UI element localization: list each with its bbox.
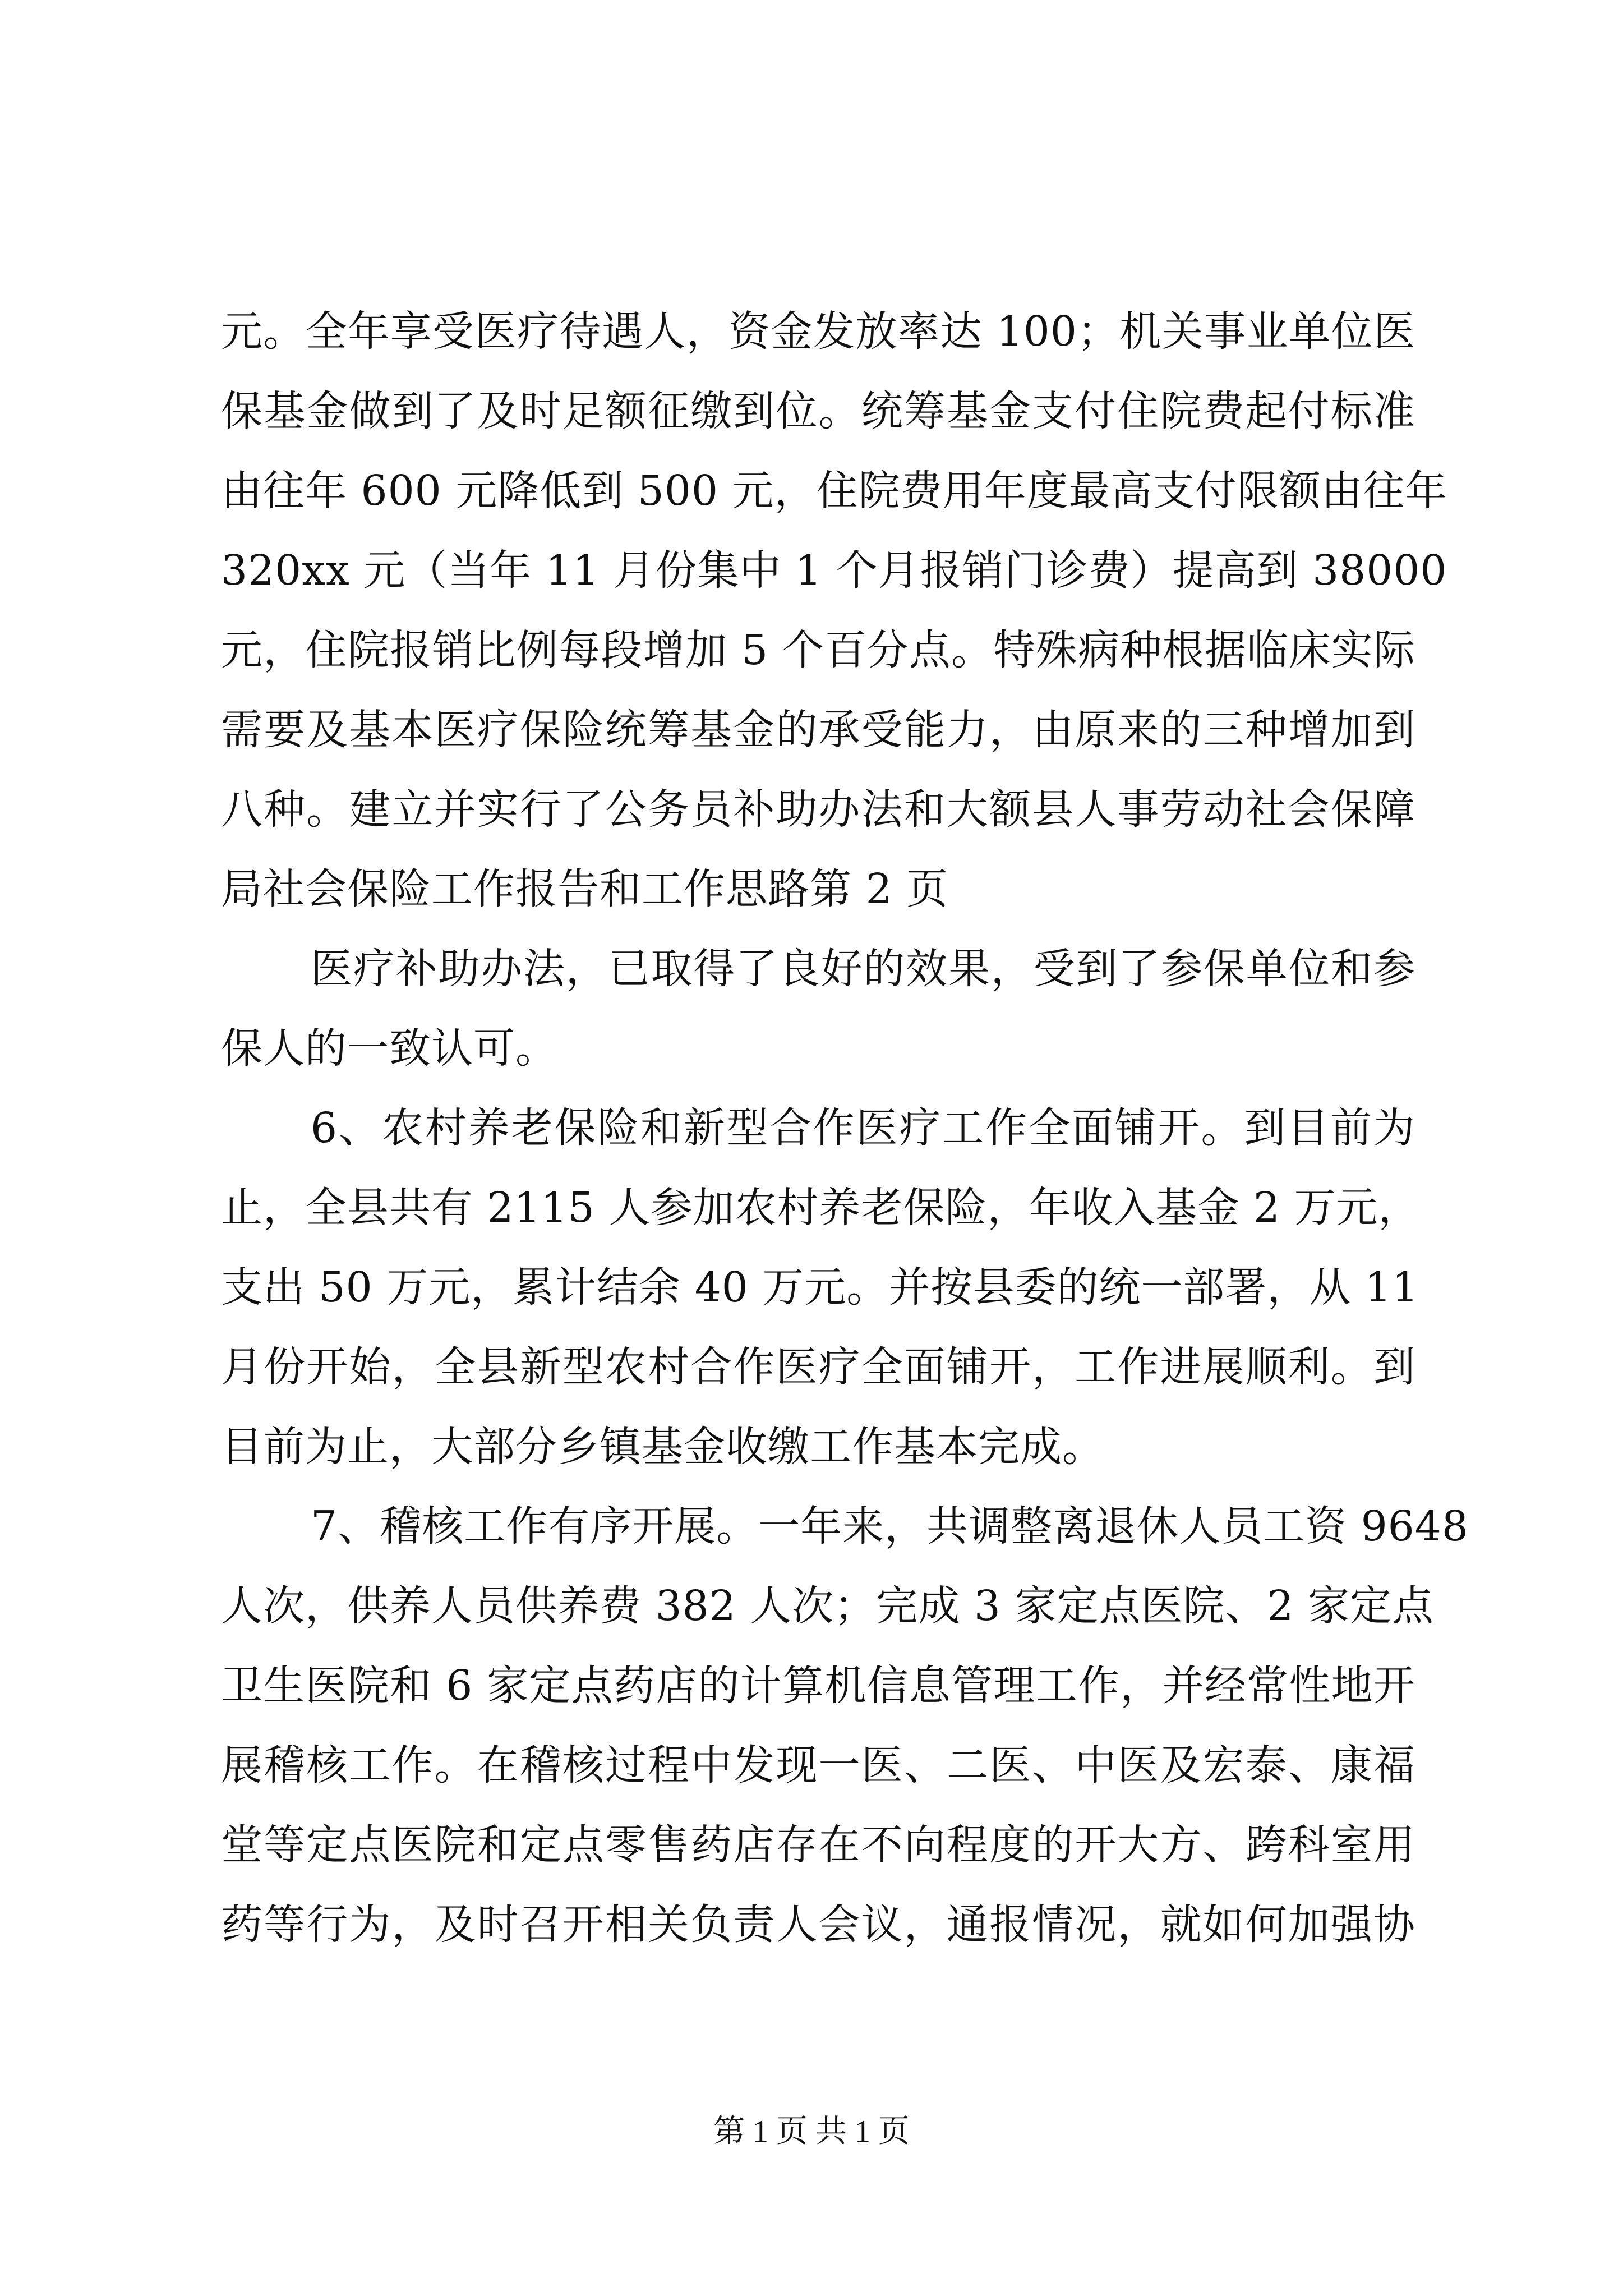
text-line: 人次，供养人员供养费 382 人次；完成 3 家定点医院、2 家定点 — [221, 1582, 1435, 1630]
text-line: 元，住院报销比例每段增加 5 个百分点。特殊病种根据临床实际 — [221, 626, 1415, 674]
text-line: 保基金做到了及时足额征缴到位。统筹基金支付住院费起付标准 — [221, 387, 1415, 435]
paragraph-first-line: 7、稽核工作有序开展。一年来，共调整离退休人员工资 9648 — [311, 1502, 1469, 1550]
page-footer: 第 1 页 共 1 页 — [713, 2114, 910, 2149]
document-body — [221, 292, 1469, 1964]
text-line: 堂等定点医院和定点零售药店存在不向程度的开大方、跨科室用 — [221, 1821, 1415, 1869]
text-line: 展稽核工作。在稽核过程中发现一医、二医、中医及宏泰、康福 — [221, 1741, 1415, 1789]
text-line: 卫生医院和 6 家定点药店的计算机信息管理工作，并经常性地开 — [221, 1662, 1415, 1710]
text-line: 元。全年享受医疗待遇人，资金发放率达 100；机关事业单位医 — [221, 307, 1415, 356]
paragraph-first-line: 医疗补助办法，已取得了良好的效果，受到了参保单位和参 — [311, 945, 1415, 993]
text-line: 由往年 600 元降低到 500 元，住院费用年度最高支付限额由往年 — [221, 467, 1447, 515]
text-line: 药等行为，及时召开相关负责人会议，通报情况，就如何加强协 — [221, 1901, 1415, 1949]
text-line: 局社会保险工作报告和工作思路第 2 页 — [221, 865, 949, 913]
text-line: 支出 50 万元，累计结余 40 万元。并按县委的统一部署，从 11 — [221, 1263, 1419, 1312]
text-line: 止，全县共有 2115 人参加农村养老保险，年收入基金 2 万元， — [221, 1184, 1421, 1232]
text-line: 八种。建立并实行了公务员补助办法和大额县人事劳动社会保障 — [221, 785, 1415, 834]
text-line: 320xx 元（当年 11 月份集中 1 个月报销门诊费）提高到 38000 — [221, 546, 1447, 595]
paragraph-first-line: 6、农村养老保险和新型合作医疗工作全面铺开。到目前为 — [311, 1104, 1415, 1152]
text-line: 月份开始，全县新型农村合作医疗全面铺开，工作进展顺利。到 — [221, 1343, 1415, 1391]
text-line: 目前为止，大部分乡镇基金收缴工作基本完成。 — [221, 1423, 1104, 1471]
text-line: 需要及基本医疗保险统筹基金的承受能力，由原来的三种增加到 — [221, 706, 1415, 754]
text-line: 保人的一致认可。 — [221, 1024, 557, 1073]
